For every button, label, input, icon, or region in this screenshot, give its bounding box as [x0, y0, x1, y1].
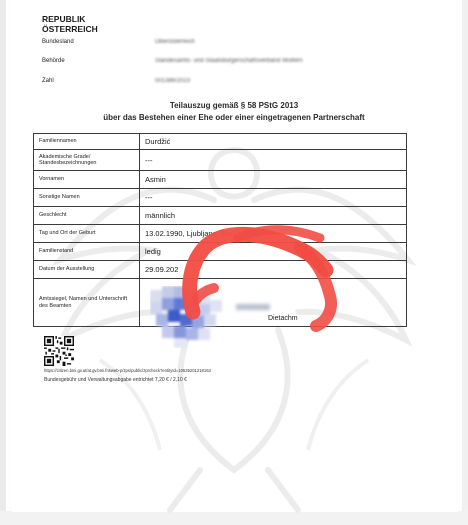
signature-scribble [236, 304, 270, 310]
row-label-marital-status: Familienstand [34, 243, 140, 261]
row-label-birth: Tag und Ort der Geburt [34, 225, 140, 243]
row-value-other-names: --- [140, 189, 407, 207]
table-row [34, 171, 407, 189]
row-label-first-name: Vornamen [34, 171, 140, 189]
row-label-surname: Familiennamen [34, 134, 140, 150]
table-row [34, 189, 407, 207]
row-label-academic-title: Akademische Grade/ Standesbezeichnungen [34, 149, 140, 170]
table-row [34, 149, 407, 170]
row-value-birth: 13.02.1990, Ljubljana, Slo [140, 225, 407, 243]
verification-link[interactable]: https://citizen.bmi.gv.at/at.gv.bmi.fnsweb-p/zps/public/zprcheck?entityId=10535201218163 [44, 368, 211, 373]
official-seal-icon [150, 286, 236, 348]
document-title: Teilauszug gemäß § 58 PStG 2013 [169, 101, 299, 110]
issuing-country [42, 14, 98, 34]
document-subtitle: über das Bestehen einer Ehe oder einer eingetragenen Partnerschaft [103, 113, 365, 122]
row-value-surname: Durdžić [140, 134, 407, 150]
meta-value-authority: Standesamts- und Staatsbürgerschaftsverband Wolfern [155, 58, 303, 64]
meta-value-number: 001386/2023 [155, 78, 191, 84]
table-row [34, 261, 407, 279]
row-value-sex: männlich [140, 207, 407, 225]
table-row [34, 225, 407, 243]
meta-value-state: Oberösterreich [155, 39, 195, 45]
row-value-issue-date: 29.09.202 [140, 261, 407, 279]
table-row [34, 207, 407, 225]
row-label-signature: Amtssiegel, Namen und Unterschrift des Beamten [34, 279, 140, 327]
table-row [34, 134, 407, 150]
meta-label-number: Zahl [42, 78, 54, 84]
country-line-2: ÖSTERREICH [42, 24, 98, 34]
row-value-first-name: Asmin [140, 171, 407, 189]
row-value-marital-status: ledig [140, 243, 407, 261]
country-line-1: REPUBLIK [42, 14, 86, 24]
meta-label-state: Bundesland [42, 39, 74, 45]
fee-note: Bundesgebühr und Verwaltungsabgabe entrichtet 7,20 € / 2,10 € [44, 377, 187, 383]
table-row [34, 243, 407, 261]
row-label-issue-date: Datum der Ausstellung [34, 261, 140, 279]
qr-code-icon[interactable] [44, 336, 74, 366]
meta-label-authority: Behörde [42, 58, 65, 64]
row-label-sex: Geschlecht [34, 207, 140, 225]
row-label-other-names: Sonstige Namen [34, 189, 140, 207]
row-value-academic-title: --- [140, 149, 407, 170]
officer-name: Dietachm [268, 315, 298, 322]
